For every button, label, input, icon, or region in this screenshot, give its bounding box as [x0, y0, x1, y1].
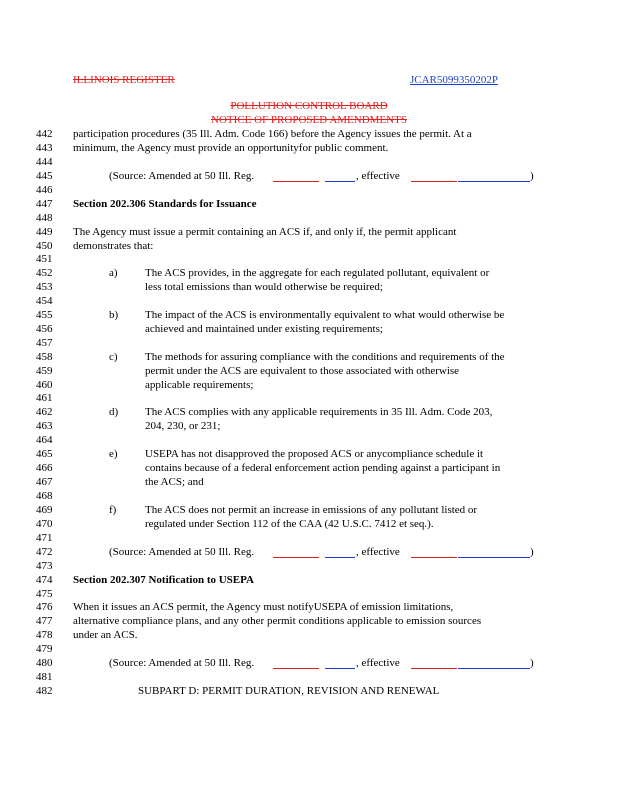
line-number: 464 — [36, 434, 53, 446]
line-number: 478 — [36, 629, 53, 641]
line-number: 447 — [36, 198, 53, 210]
line-number: 465 — [36, 448, 53, 460]
line-number: 467 — [36, 476, 53, 488]
paragraph-line: participation procedures (35 Ill. Adm. Code 166) before the Agency issues the permit. At a — [73, 128, 472, 140]
insertion-blank-blue — [325, 181, 355, 182]
paragraph-line: demonstrates that: — [73, 240, 154, 252]
line-number: 471 — [36, 532, 53, 544]
line-number: 450 — [36, 240, 53, 252]
register-title: ILLINOIS REGISTER — [73, 74, 175, 86]
item-label-a: a) — [109, 267, 118, 279]
line-number: 481 — [36, 671, 53, 683]
item-text: The impact of the ACS is environmentally equivalent to what would otherwise be — [145, 309, 505, 321]
line-number: 482 — [36, 685, 53, 697]
effective-label: , effective — [356, 657, 400, 669]
line-number: 479 — [36, 643, 53, 655]
line-number: 474 — [36, 574, 53, 586]
insertion-blank-blue — [458, 557, 530, 558]
line-number: 470 — [36, 518, 53, 530]
line-number: 455 — [36, 309, 53, 321]
section-heading-306: Section 202.306 Standards for Issuance — [73, 198, 257, 210]
line-number: 454 — [36, 295, 53, 307]
paragraph-line: When it issues an ACS permit, the Agency must notifyUSEPA of emission limitations, — [73, 601, 454, 613]
line-number: 476 — [36, 601, 53, 613]
line-number: 442 — [36, 128, 53, 140]
line-number: 461 — [36, 392, 53, 404]
insertion-blank-blue — [458, 668, 530, 669]
line-number: 463 — [36, 420, 53, 432]
line-number: 459 — [36, 365, 53, 377]
item-text: achieved and maintained under existing requirements; — [145, 323, 383, 335]
line-number: 480 — [36, 657, 53, 669]
effective-label: , effective — [356, 170, 400, 182]
document-code: JCAR5099350202P — [410, 74, 499, 86]
line-number: 452 — [36, 267, 53, 279]
item-text: less total emissions than would otherwise be required; — [145, 281, 383, 293]
insertion-blank-red — [411, 181, 457, 182]
insertion-blank-red — [273, 668, 319, 669]
item-text: regulated under Section 112 of the CAA (42 U.S.C. 7412 et seq.). — [145, 518, 434, 530]
line-number: 469 — [36, 504, 53, 516]
close-paren: ) — [530, 170, 534, 182]
line-number: 456 — [36, 323, 53, 335]
close-paren: ) — [530, 546, 534, 558]
item-text: 204, 230, or 231; — [145, 420, 221, 432]
item-text: The ACS provides, in the aggregate for each regulated pollutant, equivalent or — [145, 267, 490, 279]
close-paren: ) — [530, 657, 534, 669]
line-number: 477 — [36, 615, 53, 627]
source-note: (Source: Amended at 50 Ill. Reg. — [109, 657, 255, 669]
paragraph-line: minimum, the Agency must provide an opportunityfor public comment. — [73, 142, 389, 154]
insertion-blank-red — [273, 557, 319, 558]
section-heading-307: Section 202.307 Notification to USEPA — [73, 574, 254, 586]
insertion-blank-blue — [325, 668, 355, 669]
item-text: USEPA has not disapproved the proposed ACS or anycompliance schedule it — [145, 448, 484, 460]
line-number: 444 — [36, 156, 53, 168]
item-label-f: f) — [109, 504, 117, 516]
source-note: (Source: Amended at 50 Ill. Reg. — [109, 546, 255, 558]
paragraph-line: alternative compliance plans, and any other permit conditions applicable to emission sources — [73, 615, 482, 627]
item-label-e: e) — [109, 448, 118, 460]
line-number: 475 — [36, 588, 53, 600]
item-label-b: b) — [109, 309, 119, 321]
item-text: The ACS complies with any applicable requirements in 35 Ill. Adm. Code 203, — [145, 406, 493, 418]
notice-title: NOTICE OF PROPOSED AMENDMENTS — [211, 114, 407, 126]
line-number: 446 — [36, 184, 53, 196]
insertion-blank-red — [411, 557, 457, 558]
item-text: permit under the ACS are equivalent to those associated with otherwise — [145, 365, 460, 377]
line-number: 453 — [36, 281, 53, 293]
source-note: (Source: Amended at 50 Ill. Reg. — [109, 170, 255, 182]
item-text: applicable requirements; — [145, 379, 254, 391]
insertion-blank-blue — [325, 557, 355, 558]
line-number: 449 — [36, 226, 53, 238]
line-number: 443 — [36, 142, 53, 154]
line-number: 457 — [36, 337, 53, 349]
line-number: 445 — [36, 170, 53, 182]
item-text: The ACS does not permit an increase in emissions of any pollutant listed or — [145, 504, 478, 516]
paragraph-line: under an ACS. — [73, 629, 138, 641]
line-number: 468 — [36, 490, 53, 502]
item-text: the ACS; and — [145, 476, 204, 488]
subpart-heading: SUBPART D: PERMIT DURATION, REVISION AND RENEWAL — [138, 685, 440, 697]
insertion-blank-red — [273, 181, 319, 182]
effective-label: , effective — [356, 546, 400, 558]
paragraph-line: The Agency must issue a permit containing an ACS if, and only if, the permit applicant — [73, 226, 457, 238]
line-number: 448 — [36, 212, 53, 224]
insertion-blank-red — [411, 668, 457, 669]
item-label-c: c) — [109, 351, 118, 363]
insertion-blank-blue — [458, 181, 530, 182]
item-label-d: d) — [109, 406, 119, 418]
line-number: 451 — [36, 253, 53, 265]
line-number: 473 — [36, 560, 53, 572]
item-text: contains because of a federal enforcement action pending against a participant in — [145, 462, 501, 474]
line-number: 460 — [36, 379, 53, 391]
item-text: The methods for assuring compliance with the conditions and requirements of the — [145, 351, 505, 363]
line-number: 472 — [36, 546, 53, 558]
line-number: 462 — [36, 406, 53, 418]
line-number: 466 — [36, 462, 53, 474]
line-number: 458 — [36, 351, 53, 363]
board-name: POLLUTION CONTROL BOARD — [230, 100, 388, 112]
